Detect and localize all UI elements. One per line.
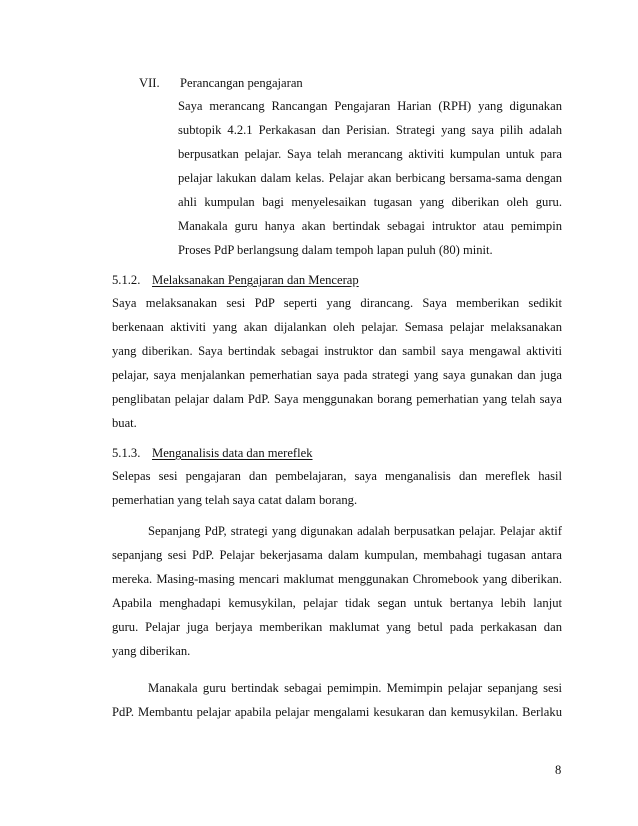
- section-vii-line: Proses PdP berlangsung dalam tempoh lapan puluh (80) minit.: [178, 243, 493, 257]
- section-512-line: penglibatan pelajar dalam PdP. Saya menggunakan borang pemerhatian yang telah saya: [112, 392, 562, 406]
- section-513-para2-line: Manakala guru bertindak sebagai pemimpin. Memimpin pelajar sepanjang sesi: [148, 681, 562, 695]
- section-vii-title: Perancangan pengajaran: [180, 76, 303, 90]
- section-512-line: berkenaan aktiviti yang akan dijalankan oleh pelajar. Semasa pelajar melaksanakan: [112, 320, 562, 334]
- section-512-line: pelajar, saya menjalankan pemerhatian saya pada strategi yang saya gunakan dan juga: [112, 368, 562, 382]
- section-vii-number: VII.: [139, 76, 160, 90]
- section-vii-line: pelajar lakukan dalam kelas. Pelajar akan berbicang bersama-sama dengan: [178, 171, 562, 185]
- section-513-intro-line: pemerhatian yang telah saya catat dalam borang.: [112, 493, 358, 507]
- section-vii-line: Manakala guru hanya akan bertindak sebagai intruktor atau pemimpin: [178, 219, 562, 233]
- section-513-para1-line: yang diberikan.: [112, 644, 191, 658]
- section-513-para1-line: Sepanjang PdP, strategi yang digunakan adalah berpusatkan pelajar. Pelajar aktif: [148, 524, 562, 538]
- page-number: 8: [555, 763, 562, 777]
- section-512-number: 5.1.2.: [112, 273, 141, 287]
- section-vii-line: berpusatkan pelajar. Saya telah merancang aktiviti kumpulan untuk para: [178, 147, 562, 161]
- section-513-intro-line: Selepas sesi pengajaran dan pembelajaran, saya menganalisis dan mereflek hasil: [112, 469, 562, 483]
- section-512-line: Saya melaksanakan sesi PdP seperti yang dirancang. Saya memberikan sedikit: [112, 296, 562, 310]
- section-512-title: Melaksanakan Pengajaran dan Mencerap: [152, 273, 359, 287]
- section-513-para1-line: mereka. Masing-masing mencari maklumat menggunakan Chromebook yang diberikan.: [112, 572, 562, 586]
- section-513-title: Menganalisis data dan mereflek: [152, 446, 313, 460]
- section-512-line: yang diberikan. Saya bertindak sebagai instruktor dan sambil saya mengawal aktiviti: [112, 344, 562, 358]
- section-512-line: buat.: [112, 416, 137, 430]
- section-vii-line: subtopik 4.2.1 Perkakasan dan Perisian. Strategi yang saya pilih adalah: [178, 123, 562, 137]
- section-513-para1-line: sepanjang sesi PdP. Pelajar bekerjasama dalam kumpulan, membahagi tugasan antara: [112, 548, 562, 562]
- section-vii-line: Saya merancang Rancangan Pengajaran Harian (RPH) yang digunakan: [178, 99, 562, 113]
- section-513-number: 5.1.3.: [112, 446, 141, 460]
- section-vii-line: ahli kumpulan bagi menyelesaikan tugasan yang diberikan oleh guru.: [178, 195, 562, 209]
- section-513-para1-line: Apabila menghadapi kemusykilan, pelajar tidak segan untuk bertanya lebih lanjut: [112, 596, 562, 610]
- section-513-para2-line: PdP. Membantu pelajar apabila pelajar mengalami kesukaran dan kemusykilan. Berlaku: [112, 705, 562, 719]
- section-513-para1-line: guru. Pelajar juga berjaya memberikan maklumat yang betul pada perkakasan dan: [112, 620, 562, 634]
